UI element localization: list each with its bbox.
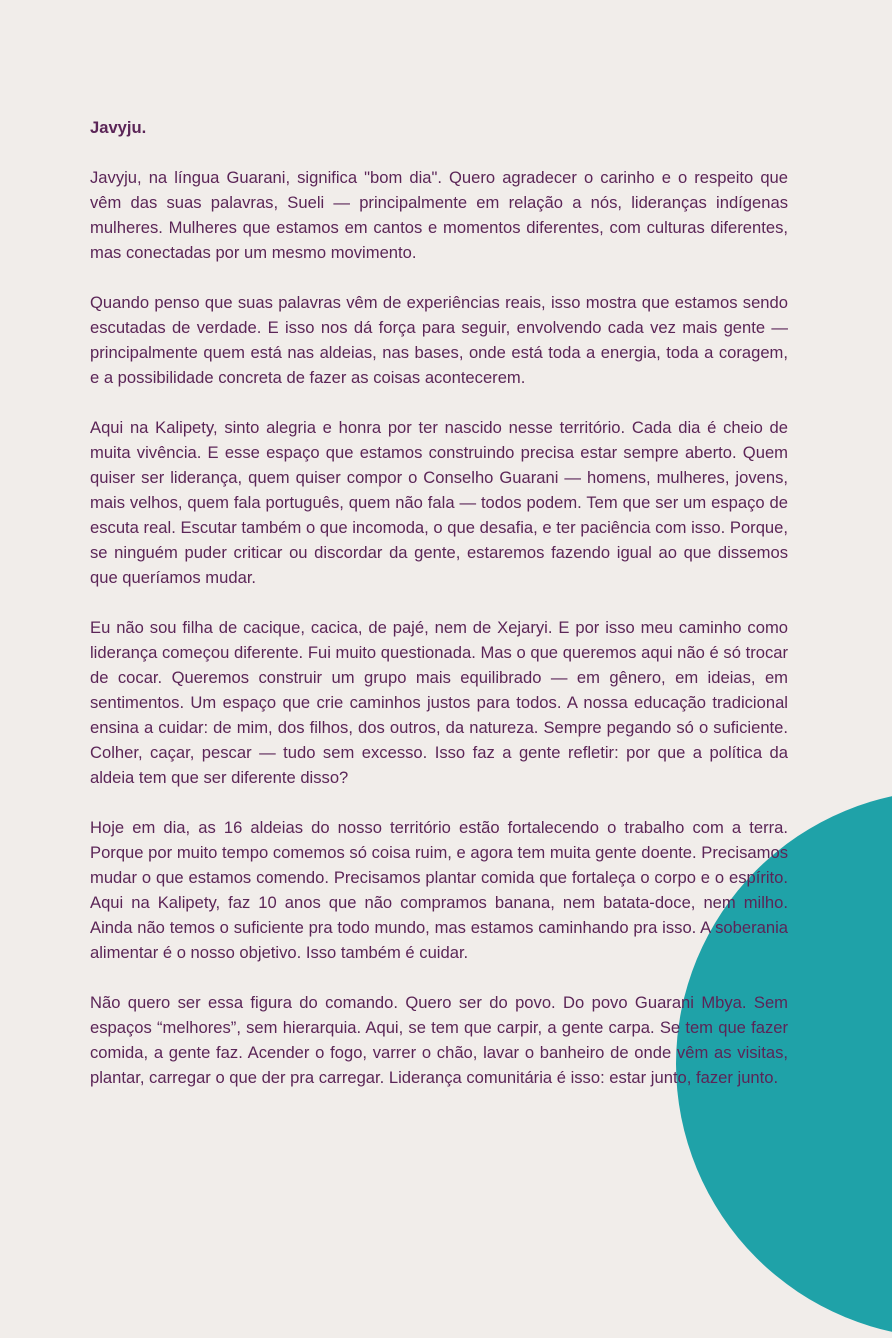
letter-greeting: Javyju. bbox=[90, 118, 147, 137]
letter-paragraph-2: Quando penso que suas palavras vêm de experiências reais, isso mostra que estamos sendo escutadas de verdade. E isso nos dá força para seguir, envolvendo cada vez mais gente — principalmente quem está nas aldeias, nas bases, onde está toda a energia, toda a coragem, e a possibilidade concreta de fazer as coisas acontecerem. bbox=[90, 293, 788, 387]
letter-paragraph-3: Aqui na Kalipety, sinto alegria e honra por ter nascido nesse território. Cada dia é cheio de muita vivência. E esse espaço que estamos construindo precisa estar sempre aberto. Quem quiser ser liderança, quem quiser compor o Conselho Guarani — homens, mulheres, jovens, mais velhos, quem fala português, quem não fala — todos podem. Tem que ser um espaço de escuta real. Escutar também o que incomoda, o que desafia, e ter paciência com isso. Porque, se ninguém puder criticar ou discordar da gente, estaremos fazendo igual ao que dissemos que queríamos mudar. bbox=[90, 418, 788, 587]
letter-body bbox=[90, 115, 788, 1115]
letter-paragraph-6: Não quero ser essa figura do comando. Quero ser do povo. Do povo Guarani Mbya. Sem espaços “melhores”, sem hierarquia. Aqui, se tem que carpir, a gente carpa. Se tem que fazer comida, a gente faz. Acender o fogo, varrer o chão, lavar o banheiro de onde vêm as visitas, plantar, carregar o que der pra carregar. Liderança comunitária é isso: estar junto, fazer junto. bbox=[90, 993, 788, 1087]
letter-paragraph-5: Hoje em dia, as 16 aldeias do nosso território estão fortalecendo o trabalho com a terra. Porque por muito tempo comemos só coisa ruim, e agora tem muita gente doente. Precisamos mudar o que estamos comendo. Precisamos plantar comida que fortaleça o corpo e o espírito. Aqui na Kalipety, faz 10 anos que não compramos banana, nem batata-doce, nem milho. Ainda não temos o suficiente pra todo mundo, mas estamos caminhando pra isso. A soberania alimentar é o nosso objetivo. Isso também é cuidar. bbox=[90, 818, 788, 962]
letter-paragraph-4: Eu não sou filha de cacique, cacica, de pajé, nem de Xejaryi. E por isso meu caminho como liderança começou diferente. Fui muito questionada. Mas o que queremos aqui não é só trocar de cocar. Queremos construir um grupo mais equilibrado — em gênero, em ideias, em sentimentos. Um espaço que crie caminhos justos para todos. A nossa educação tradicional ensina a cuidar: de mim, dos filhos, dos outros, da natureza. Sempre pegando só o suficiente. Colher, caçar, pescar — tudo sem excesso. Isso faz a gente refletir: por que a política da aldeia tem que ser diferente disso? bbox=[90, 618, 788, 787]
letter-paragraph-1: Javyju, na língua Guarani, significa "bom dia". Quero agradecer o carinho e o respeito que vêm das suas palavras, Sueli — principalmente em relação a nós, lideranças indígenas mulheres. Mulheres que estamos em cantos e momentos diferentes, com culturas diferentes, mas conectadas por um mesmo movimento. bbox=[90, 168, 788, 262]
